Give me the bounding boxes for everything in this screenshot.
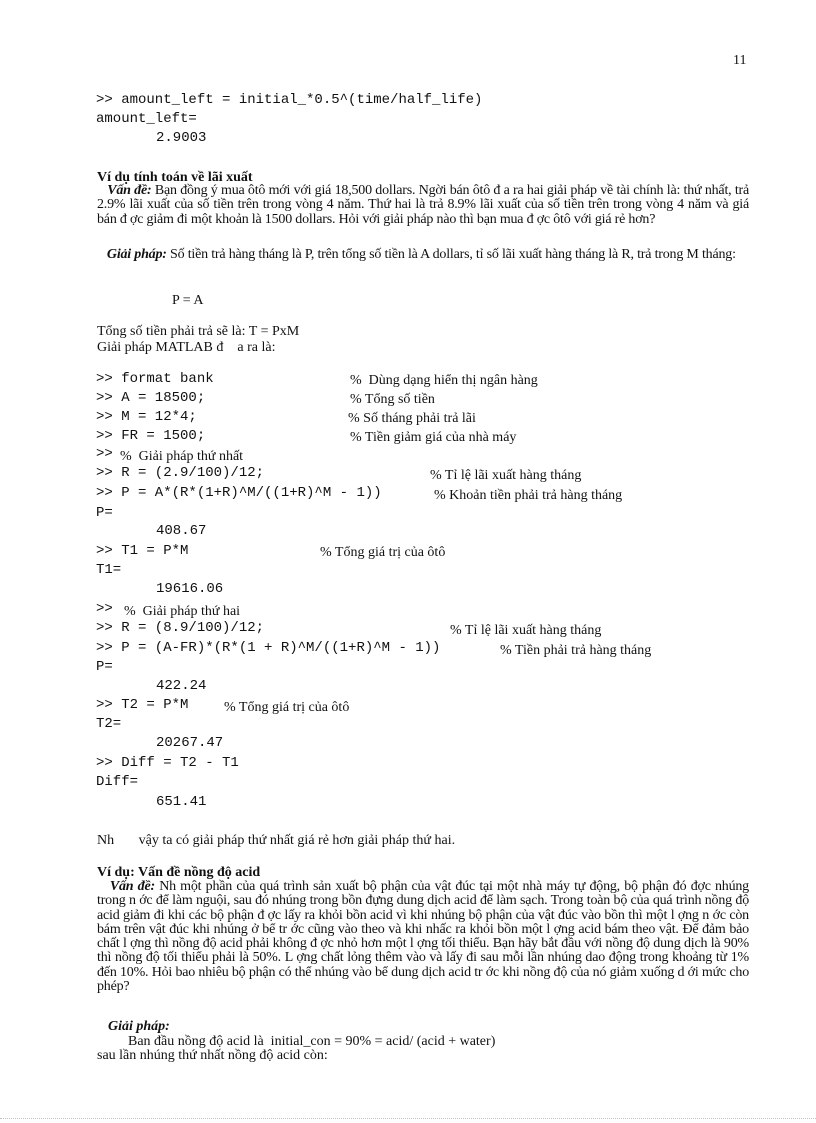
- example2-line1: Ban đầu nồng độ acid là initial_con = 90% = acid/ (acid + water): [128, 1034, 496, 1049]
- example1-title: Ví dụ tính toán về lãi xuất: [97, 170, 253, 185]
- output-value: 19616.06: [156, 581, 224, 597]
- code-line: >> T2 = P*M: [96, 697, 189, 713]
- matlab-intro: Giải pháp MATLAB đ a ra là:: [97, 340, 276, 355]
- example2-line2: sau lần nhúng thứ nhất nồng độ acid còn:: [97, 1048, 328, 1063]
- code-line: >>: [96, 601, 113, 617]
- page-number: 11: [733, 53, 747, 68]
- code-line: >> P = (A-FR)*(R*(1 + R)^M/((1+R)^M - 1)): [96, 640, 441, 656]
- code-comment: % Giải pháp thứ nhất: [120, 449, 244, 464]
- example2-title: Ví dụ: Vấn đề nồng độ acid: [97, 865, 261, 880]
- problem-label: Vấn đề:: [109, 879, 155, 894]
- code-line: >> FR = 1500;: [96, 428, 206, 444]
- code-comment: % Tỉ lệ lãi xuất hàng tháng: [430, 468, 582, 483]
- solution-text: Số tiền trả hàng tháng là P, trên tổng số tiền là A dollars, tỉ số lãi xuất hàng tháng là R, trả trong M tháng:: [166, 247, 736, 262]
- code-line-amount-left: >> amount_left = initial_*0.5^(time/half_life): [96, 92, 483, 108]
- output-label: T2=: [96, 716, 122, 732]
- output-value: 651.41: [156, 794, 207, 810]
- code-comment: % Giải pháp thứ hai: [124, 604, 241, 619]
- code-comment: % Tiền phải trả hàng tháng: [500, 643, 652, 658]
- output-label: Diff=: [96, 774, 139, 790]
- code-line: >> A = 18500;: [96, 390, 206, 406]
- example1-solution: [97, 248, 749, 262]
- code-comment: % Số tháng phải trả lãi: [348, 411, 476, 426]
- example1-problem: [97, 184, 749, 227]
- output-value: 20267.47: [156, 735, 224, 751]
- output-label-amount-left: amount_left=: [96, 111, 197, 127]
- code-line: >>: [96, 446, 113, 462]
- output-value: 422.24: [156, 678, 207, 694]
- output-label: P=: [96, 505, 113, 521]
- output-value: 408.67: [156, 523, 207, 539]
- code-line: >> R = (8.9/100)/12;: [96, 620, 265, 636]
- formula: P = A: [172, 293, 204, 308]
- example2-problem: [97, 880, 749, 994]
- problem-text: Nh một phần của quá trình sản xuất bộ phận của vật đúc tại một nhà máy tự động, bộ phận đó đợc nhúng trong n ớc để làm nguội, sau đó nhúng trong bồn đựng dung dịch acid để làm sạch. Trong toàn bộ của quá trình nồng độ acid giảm đi khi các bộ phận đ ợc lấy ra khỏi bồn acid vì khi nhúng bộ phận của vật đúc vào bồn thì một l ợng n ớc còn bám trên vật đúc khi nhúng ở bể tr ớc cũng vào theo và khi nhấc ra khỏi bồn một l ợng acid bám theo vật. Để đảm bảo chất l ợng thì nồng độ acid phải không đ ợc nhỏ hơn một l ợng tối thiểu. Bạn hãy bắt đầu với nồng độ dung dịch là 90% thì nồng độ tối thiểu phải là 50%. L ợng chất lỏng thêm vào và lấy đi sau mỗi lần nhúng dao động trong khoảng từ 1% đến 10%. Hỏi bao nhiêu bộ phận có thể nhúng vào bể dung dịch acid tr ớc khi nồng độ của nó giảm xuống d ới mức cho phép?: [97, 879, 749, 995]
- code-comment: % Tổng số tiền: [350, 392, 435, 407]
- solution-label: Giải pháp:: [106, 247, 167, 262]
- code-line: >> format bank: [96, 371, 214, 387]
- code-line: >> T1 = P*M: [96, 543, 189, 559]
- code-line: >> R = (2.9/100)/12;: [96, 465, 265, 481]
- output-value-amount-left: 2.9003: [156, 130, 207, 146]
- code-comment: % Tổng giá trị của ôtô: [224, 700, 350, 715]
- problem-text: Bạn đồng ý mua ôtô mới với giá 18,500 dollars. Ngời bán ôtô đ a ra hai giải pháp về tài chính là: thứ nhất, trả 2.9% lãi xuất của số tiền trên trong vòng 4 năm. Thứ hai là trả 8.9% lãi xuất của số tiền trên trong vòng 4 năm và giá bán đ ợc giảm đi một khoản là 1500 dollars. Hỏi với giải pháp nào thì bạn mua đ ợc ôtô với giá rẻ hơn?: [97, 183, 750, 227]
- output-label: P=: [96, 659, 113, 675]
- total-line: Tổng số tiền phải trả sẽ là: T = PxM: [97, 324, 300, 339]
- code-comment: % Tỉ lệ lãi xuất hàng tháng: [450, 623, 602, 638]
- code-line: >> P = A*(R*(1+R)^M/((1+R)^M - 1)): [96, 485, 382, 501]
- code-comment: % Khoản tiền phải trả hàng tháng: [434, 488, 623, 503]
- problem-label: Vấn đề:: [107, 183, 152, 198]
- page-edge: [0, 1118, 816, 1119]
- code-line: >> M = 12*4;: [96, 409, 197, 425]
- code-comment: % Dùng dạng hiển thị ngân hàng: [350, 373, 538, 388]
- code-comment: % Tiền giảm giá của nhà máy: [350, 430, 517, 445]
- example1-conclusion: Nh vậy ta có giải pháp thứ nhất giá rẻ hơn giải pháp thứ hai.: [97, 833, 456, 848]
- output-label: T1=: [96, 562, 122, 578]
- code-comment: % Tổng giá trị của ôtô: [320, 545, 446, 560]
- code-line: >> Diff = T2 - T1: [96, 755, 239, 771]
- example2-solution-label: Giải pháp:: [108, 1019, 170, 1034]
